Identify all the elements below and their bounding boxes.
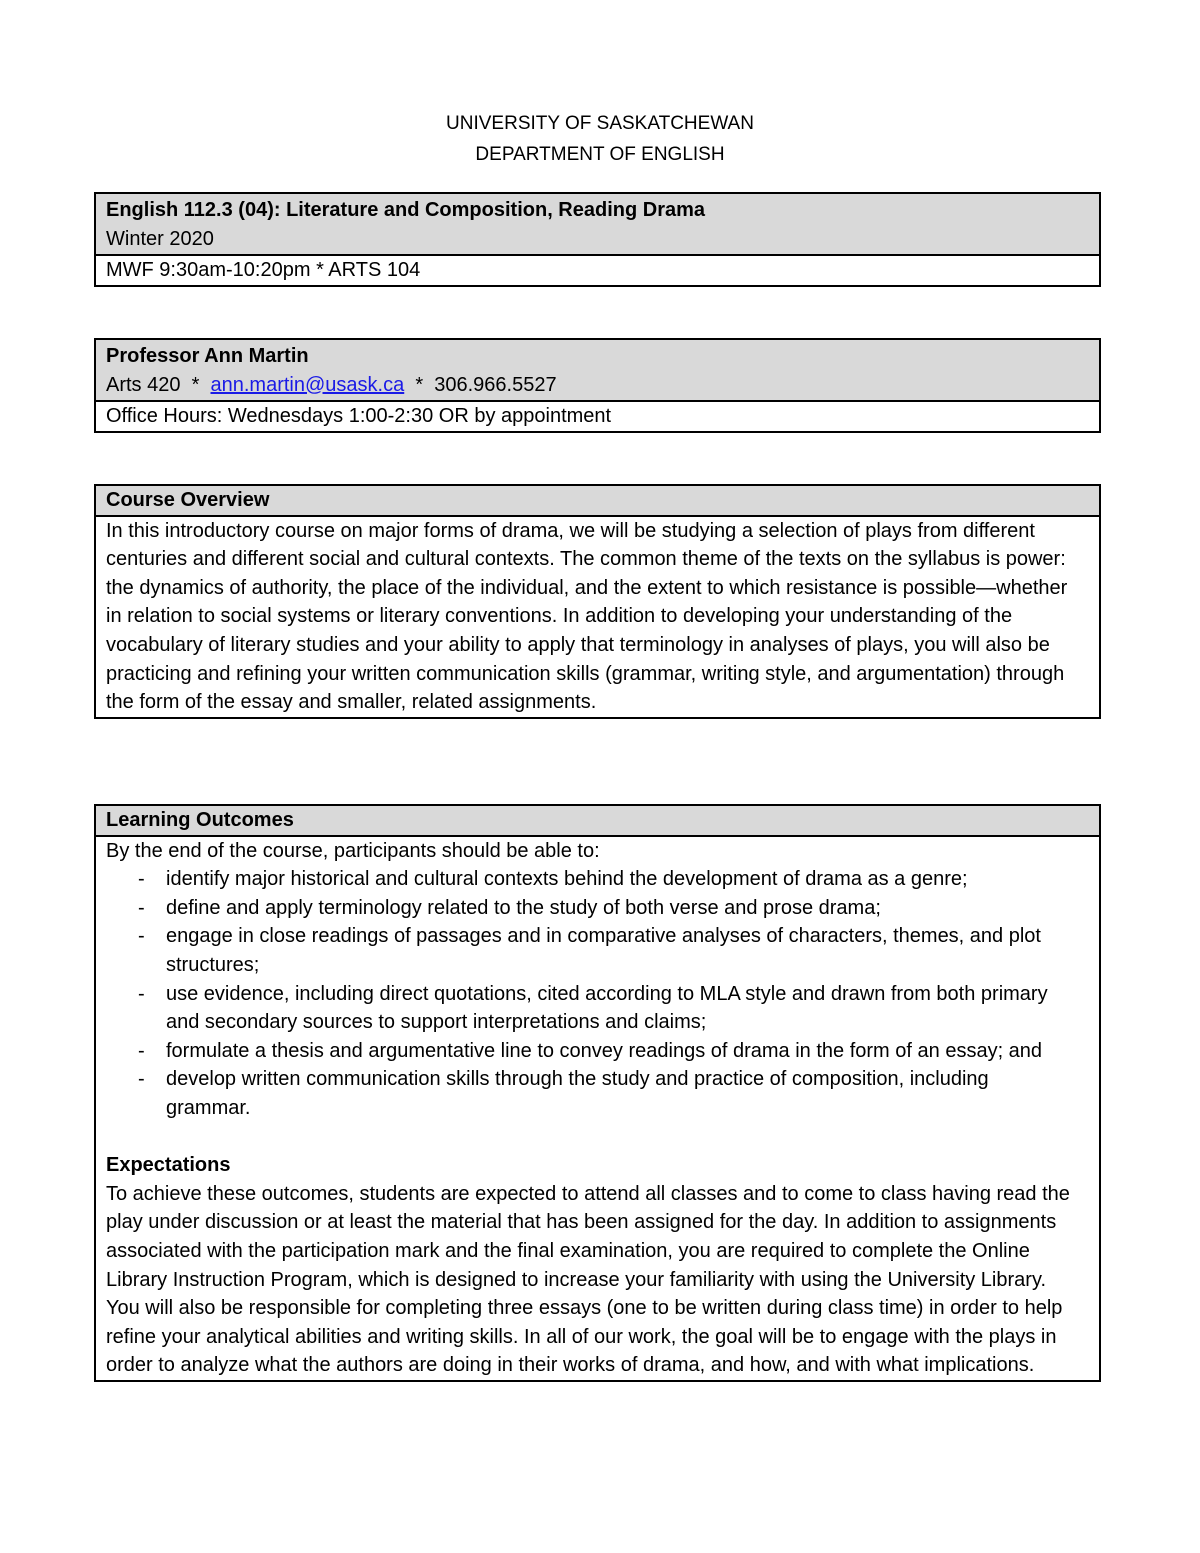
professor-info-header <box>96 340 1099 400</box>
professor-office: Arts 420 * <box>106 373 211 396</box>
bullet-dash: - <box>138 1068 145 1091</box>
expectations-heading: Expectations <box>106 1154 231 1177</box>
course-info-header <box>96 194 1099 254</box>
professor-email-link[interactable]: ann.martin@usask.ca <box>210 373 405 396</box>
learning-outcomes-list <box>106 865 1079 1122</box>
course-overview-body: In this introductory course on major forms of drama, we will be studying a selection of plays from different centuries and different social and cultural contexts. The common theme of the texts on the syllabus is power: the dynamics of authority, the place of the individual, and the extent to which resistance is possible—whether in relation to social systems or literary conventions. In addition to developing your understanding of the vocabulary of literary studies and your ability to apply that terminology in analyses of plays, you will also be practicing and refining your written communication skills (grammar, writing style, and argumentation) through the form of the essay and smaller, related assignments. <box>96 515 1099 717</box>
bullet-dash: - <box>138 868 145 891</box>
outcome-item: - engage in close readings of passages and in comparative analyses of characters, themes, and plot structures; <box>106 922 1079 979</box>
learning-outcomes-content <box>96 835 1099 1380</box>
course-title: English 112.3 (04): Literature and Composition, Reading Drama <box>106 199 706 221</box>
expectations-body: To achieve these outcomes, students are expected to attend all classes and to come to class having read the play under discussion or at least the material that has been assigned for the day. In addition to assignments associated with the participation mark and the final examination, you are required to complete the Online Library Instruction Program, which is designed to increase your familiarity with using the University Library. You will also be responsible for completing three essays (one to be written during class time) in order to help refine your analytical abilities and writing skills. In all of our work, the goal will be to engage with the plays in order to analyze what the authors are doing in their works of drama, and how, and with what implications. <box>106 1182 1070 1377</box>
outcome-item: - formulate a thesis and argumentative line to convey readings of drama in the form of an essay; and <box>106 1037 1079 1066</box>
learning-outcomes-intro: By the end of the course, participants should be able to: <box>106 839 600 862</box>
bullet-dash: - <box>138 1039 145 1062</box>
document-header <box>0 108 1200 170</box>
bullet-dash: - <box>138 982 145 1005</box>
professor-phone: * 306.966.5527 <box>404 373 557 396</box>
course-overview-box <box>94 484 1101 719</box>
department-name: DEPARTMENT OF ENGLISH <box>475 144 725 165</box>
bullet-dash: - <box>138 896 145 919</box>
outcome-item: - identify major historical and cultural contexts behind the development of drama as a genre; <box>106 865 1079 894</box>
learning-outcomes-heading: Learning Outcomes <box>96 806 1099 835</box>
outcome-item: - develop written communication skills through the study and practice of composition, including grammar. <box>106 1065 1079 1122</box>
professor-info-box <box>94 338 1101 433</box>
course-schedule: MWF 9:30am-10:20pm * ARTS 104 <box>96 254 1099 285</box>
university-name: UNIVERSITY OF SASKATCHEWAN <box>446 113 754 134</box>
spacer <box>106 1123 1079 1152</box>
course-overview-heading: Course Overview <box>96 486 1099 515</box>
outcome-item: - use evidence, including direct quotations, cited according to MLA style and drawn from both primary and secondary sources to support interpretations and claims; <box>106 980 1079 1037</box>
professor-contact <box>106 371 1089 400</box>
professor-name: Professor Ann Martin <box>106 345 309 367</box>
office-hours: Office Hours: Wednesdays 1:00-2:30 OR by appointment <box>96 400 1099 431</box>
course-info-box <box>94 192 1101 287</box>
outcome-item: - define and apply terminology related to the study of both verse and prose drama; <box>106 894 1079 923</box>
bullet-dash: - <box>138 925 145 948</box>
learning-outcomes-box <box>94 804 1101 1382</box>
course-term: Winter 2020 <box>106 227 214 250</box>
